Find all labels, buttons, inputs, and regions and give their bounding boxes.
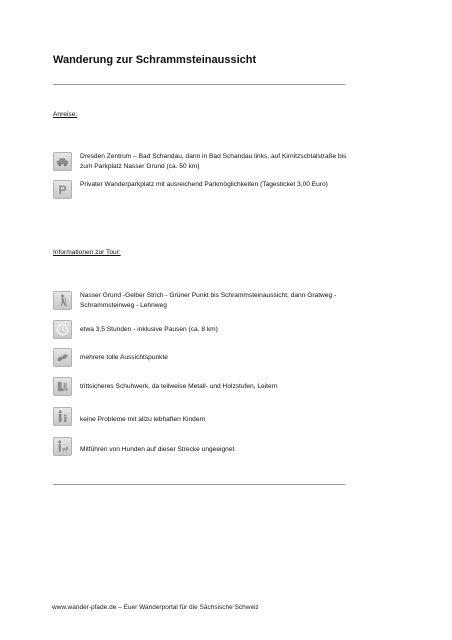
- list-item-text: Privater Wanderparkplatz mit ausreichend Parkmöglichkeiten (Tagesticket 3,00 Euro): [80, 181, 328, 188]
- divider-bottom: [53, 484, 345, 485]
- list-item-text: trittsicheres Schuhwerk, da teilweise Metall- und Holzstufen, Leitern: [80, 383, 278, 390]
- binoculars-icon: [53, 348, 72, 367]
- family-icon: [53, 407, 72, 426]
- parking-icon: [53, 180, 72, 199]
- clock-icon: [53, 320, 72, 339]
- list-item-text: mehrere tolle Aussichtspunkte: [80, 354, 168, 361]
- list-item-text: etwa 3,5 Stunden - inklusive Pausen (ca. 8 km): [80, 326, 218, 333]
- svg-text:P: P: [58, 183, 67, 197]
- section-heading-anreise: Anreise:: [53, 111, 78, 118]
- footer-text: www.wander-pfade.de – Euer Wanderportal für die Sächsische Schweiz: [52, 604, 259, 611]
- boots-icon: [53, 377, 72, 396]
- divider-top: [53, 84, 345, 85]
- list-item-text: Nasser Grund -Gelber Strich - Grüner Punkt bis Schrammsteinaussicht, dann Gratweg - Schrammsteinweg - Lehnweg: [80, 292, 337, 309]
- dog-icon: [53, 437, 72, 456]
- list-item-text: keine Probleme mit allzu lebhaften Kindern: [80, 416, 206, 423]
- page-title: Wanderung zur Schrammsteinaussicht: [53, 54, 257, 66]
- hiker-icon: [53, 291, 72, 310]
- list-item-text: Mitführen von Hunden auf dieser Strecke ungeeignet: [80, 446, 235, 453]
- section-heading-tour: Informationen zur Tour:: [53, 249, 121, 256]
- car-icon: [53, 152, 72, 171]
- list-item-text: Dresden Zentrum – Bad Schandau, dann in Bad Schandau links, auf Kirnitzschtalstraße bis zum Parkplatz Nasser Grund (ca. 50 km): [80, 153, 347, 170]
